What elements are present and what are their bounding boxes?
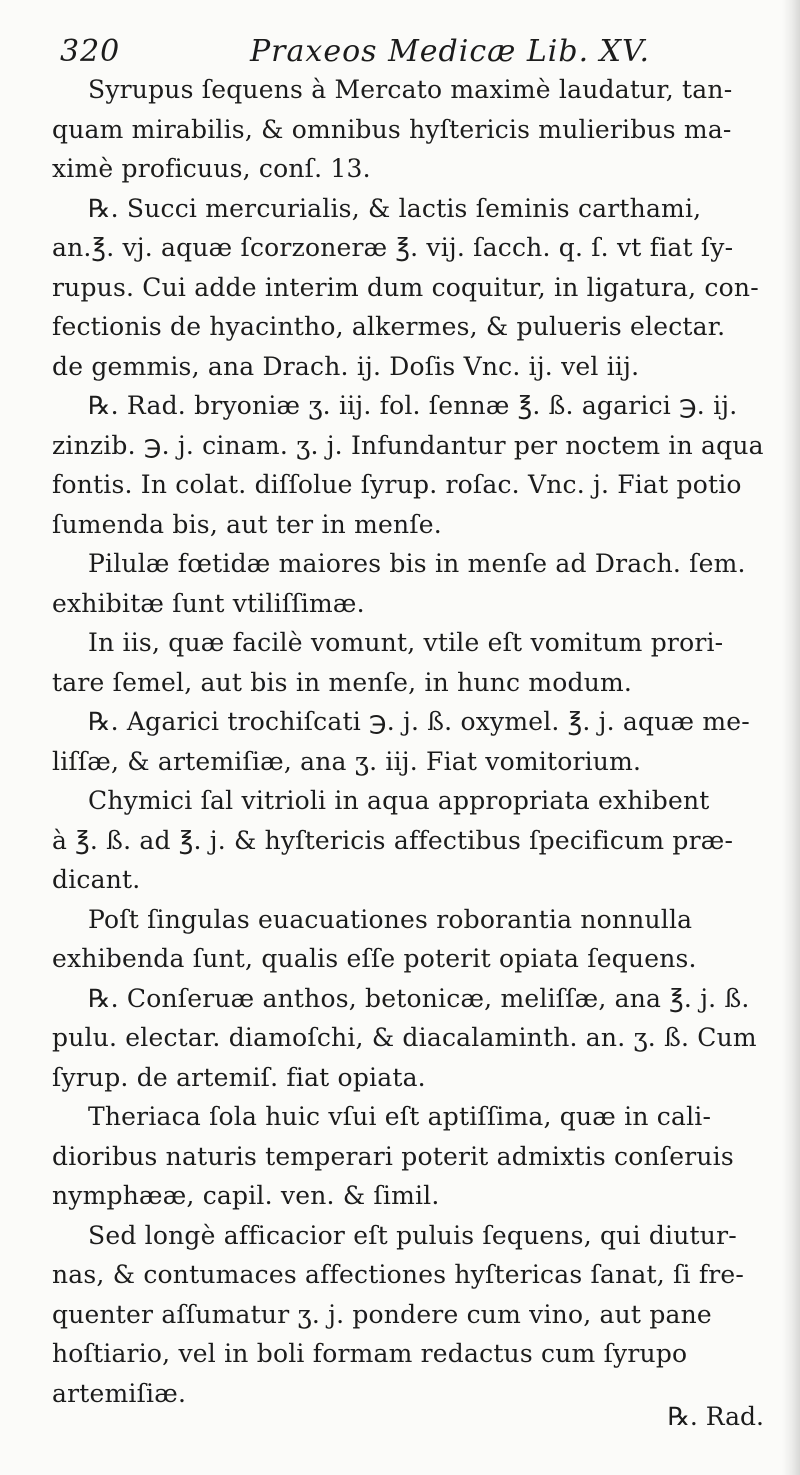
text-line: ſumenda bis, aut ter in menſe.: [52, 509, 442, 539]
text-line: de gemmis, ana Drach. ij. Doſis Vnc. ij. vel iij.: [52, 351, 640, 381]
text-line: ℞. Rad. bryoniæ ʒ. iij. fol. ſennæ ℥. ß. agarici ℈. ij.: [88, 391, 738, 420]
text-line: fectionis de hyacintho, alkermes, & pulueris electar.: [52, 312, 726, 341]
text-line: ximè proficuus, conſ. 13.: [52, 154, 371, 183]
text-line: Poſt ſingulas euacuationes roborantia nonnulla: [88, 904, 693, 934]
text-line: dicant.: [52, 865, 141, 894]
text-line: exhibenda ſunt, qualis eſſe poterit opiata ſequens.: [52, 944, 697, 973]
text-line: liſſæ, & artemiſiæ, ana ʒ. iij. Fiat vomitorium.: [52, 746, 642, 776]
text-line: quam mirabilis, & omnibus hyſtericis mulieribus ma-: [52, 114, 732, 144]
text-line: dioribus naturis temperari poterit admixtis conſeruis: [52, 1141, 734, 1171]
text-line: ℞. Succi mercurialis, & lactis ſeminis carthami,: [88, 193, 702, 223]
text-line: ℞. Agarici trochiſcati ℈. j. ß. oxymel. ℥. j. aquæ me-: [88, 707, 750, 736]
text-body: [52, 70, 786, 1413]
text-line: rupus. Cui adde interim dum coquitur, in ligatura, con-: [52, 272, 759, 302]
text-line: nas, & contumaces affectiones hyſtericas ſanat, ſi fre-: [52, 1260, 745, 1289]
text-line: an.℥. vj. aquæ ſcorzoneræ ℥. vij. ſacch. q. ſ. vt fiat ſy-: [52, 233, 734, 262]
text-line: Pilulæ fœtidæ maiores bis in menſe ad Drach. ſem.: [88, 549, 746, 578]
text-line: hoſtiario, vel in boli formam redactus cum ſyrupo: [52, 1339, 688, 1368]
text-line: In iis, quæ facilè vomunt, vtile eſt vomitum prori-: [88, 628, 724, 657]
page-header: [60, 34, 760, 74]
catchword: ℞. Rad.: [667, 1402, 764, 1431]
text-line: ℞. Conſeruæ anthos, betonicæ, meliſſæ, ana ℥. j. ß.: [88, 983, 750, 1013]
text-line: zinzib. ℈. j. cinam. ʒ. j. Infundantur per noctem in aqua: [52, 430, 764, 460]
text-line: nymphææ, capil. ven. & ſimil.: [52, 1181, 440, 1210]
text-line: à ℥. ß. ad ℥. j. & hyſtericis affectibus ſpecificum præ-: [52, 825, 734, 855]
text-line: Chymici ſal vitrioli in aqua appropriata exhibent: [88, 786, 710, 815]
text-line: tare ſemel, aut bis in menſe, in hunc modum.: [52, 667, 633, 697]
text-line: quenter aſſumatur ʒ. j. pondere cum vino, aut pane: [52, 1299, 712, 1329]
page-number: 320: [60, 34, 121, 69]
text-line: artemiſiæ.: [52, 1378, 187, 1408]
text-line: Theriaca ſola huic vſui eſt aptiſſima, quæ in cali-: [88, 1102, 712, 1131]
running-head: Praxeos Medicæ Lib. XV.: [250, 34, 650, 69]
text-line: ſyrup. de artemiſ. fiat opiata.: [52, 1062, 426, 1092]
text-line: Syrupus ſequens à Mercato maximè laudatur, tan-: [88, 75, 733, 104]
text-line: fontis. In colat. diſſolue ſyrup. roſac. Vnc. j. Fiat potio: [52, 470, 742, 499]
text-line: exhibitæ ſunt vtiliſſimæ.: [52, 588, 365, 618]
text-line: Sed longè afficacior eſt puluis ſequens, qui diutur-: [88, 1220, 737, 1250]
text-line: pulu. electar. diamoſchi, & diacalaminth. an. ʒ. ß. Cum: [52, 1023, 757, 1052]
